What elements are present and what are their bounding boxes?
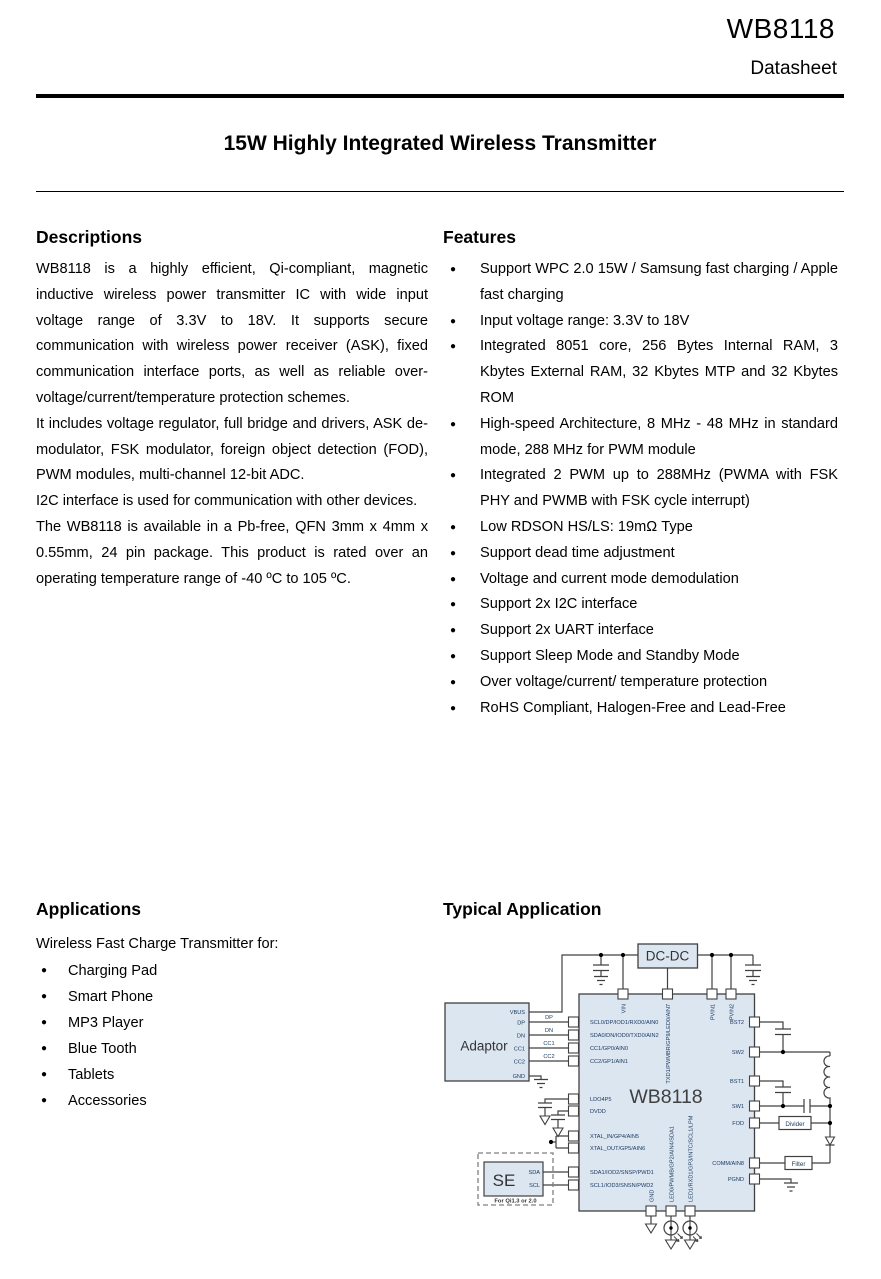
feature-item [443,515,838,541]
ic-pin-label: SDA0/DN/IOD0/TXD0/AIN2 [590,1033,659,1039]
filter-label: Filter [791,1161,806,1168]
adaptor-label: Adaptor [460,1038,508,1054]
application-text: Blue Tooth [68,1040,137,1057]
coil-inductor [824,1056,830,1106]
ic-pin-label: GND [649,1189,656,1202]
feature-text: Support dead time adjustment [480,544,675,561]
wire-label: CC1 [543,1041,555,1047]
feature-text: Support WPC 2.0 15W / Samsung fast charging / Apple fast charging [480,261,838,303]
application-text: Tablets [68,1066,115,1083]
feature-text: Support 2x UART interface [480,622,654,639]
feature-item [443,412,838,464]
ic-pin-label: PVIN1 [710,1004,717,1021]
ic-pin-label: XTAL_IN/GP4/AIN5 [590,1134,640,1140]
ic-pin-label: LED0/PWMB/GP2/AIN4/SDA1 [669,1126,676,1202]
application-text: Accessories [68,1092,147,1109]
dcdc-label: DC-DC [645,948,690,964]
feature-item [443,463,838,515]
bullet-icon: ● [41,964,48,976]
ic-pin-label: PVIN2 [729,1004,736,1021]
ic-pin-label: LED1/RXD1/GP3/INTC/SCL1/LPM [688,1115,695,1202]
se-label: SE [492,1171,516,1190]
feature-item [443,567,838,593]
adaptor-pin-label: CC1 [513,1046,525,1053]
bullet-icon: ● [450,264,457,275]
bullet-icon: ● [450,521,457,533]
ic-pin-label: CC2/GP1/AIN1 [590,1059,628,1065]
bullet-icon: ● [450,470,457,482]
application-text: Charging Pad [68,962,158,979]
description-paragraph: WB8118 is a highly efficient, Qi-compliant, magnetic inductive wireless power transmitter IC with wide input voltage range of 3.3V to 18V. It supports secure communication with wireless power receiver (ASK), fixed communication interface ports, as well as reliable over-voltage/current/temperature protection schemes. [36,261,428,406]
page-title: 15W Highly Integrated Wireless Transmitter [223,132,657,155]
ic-pin-label: SW2 [731,1050,744,1056]
title-rule [36,191,844,192]
ic-label: WB8118 [629,1086,703,1108]
application-item [36,1088,428,1114]
feature-item [443,670,838,696]
led-symbols [664,1221,697,1235]
typical-application-section [443,899,743,929]
applications-intro: Wireless Fast Charge Transmitter for: [36,936,279,952]
ic-pin-label: SCL1/IOD3/SNSN/PWD2 [590,1183,654,1189]
bullet-icon: ● [450,547,457,559]
se-pin-label: SCL [529,1183,540,1189]
feature-item [443,592,838,618]
feature-text: Support 2x I2C interface [480,596,638,613]
application-item [36,1010,428,1036]
features-heading: Features [443,227,516,247]
bullet-icon: ● [450,315,457,327]
bullet-icon: ● [450,625,457,637]
typical-application-diagram [440,928,881,1279]
application-text: Smart Phone [68,988,154,1005]
feature-text: Support Sleep Mode and Standby Mode [480,647,740,664]
ic-pin-label: XTAL_OUT/GP5/AIN6 [590,1146,646,1152]
description-paragraph: The WB8118 is available in a Pb-free, QFN 3mm x 4mm x 0.55mm, 24 pin package. This product is rated over an operating temperature range of -40 ºC to 105 ºC. [36,518,428,587]
feature-item [443,541,838,567]
ic-pin-label: FOD [732,1121,744,1127]
product-name: WB8118 [726,13,835,44]
ic-pin-label: VIN [621,1004,628,1014]
bullet-icon: ● [450,341,457,353]
description-paragraph: I2C interface is used for communication with other devices. [36,493,418,510]
divider-label: Divider [785,1121,805,1128]
typical-application-heading: Typical Application [443,899,602,919]
feature-item [443,309,838,335]
applications-heading: Applications [36,899,142,919]
ic-pin-label: BST2 [730,1020,744,1026]
bullet-icon: ● [41,1068,48,1080]
wire-label: DN [544,1028,554,1034]
wire-label: DP [545,1015,553,1021]
ic-pin-label: SCL0/DP/IOD1/RXD0/AIN0 [590,1020,659,1026]
se-pin-label: SDA [528,1170,540,1176]
bullet-icon: ● [450,650,457,662]
bullet-icon: ● [41,1094,48,1106]
se-note: For Qi1.3 or 2.0 [494,1198,537,1205]
ic-pin-label: BST1 [730,1079,744,1085]
adaptor-pin-label: DP [517,1020,525,1027]
feature-text: High-speed Architecture, 8 MHz - 48 MHz in standard mode, 288 MHz for PWM module [480,415,838,458]
bullet-icon: ● [450,676,457,688]
feature-text: Integrated 2 PWM up to 288MHz (PWMA with FSK PHY and PWMB with FSK cycle interrupt) [480,467,838,510]
feature-text: Integrated 8051 core, 256 Bytes Internal RAM, 3 Kbytes External RAM, 32 Kbytes MTP and 32 Kbytes ROM [480,338,838,406]
application-item [36,1062,428,1088]
ic-pin-label: SDA1/IOD2/SNSP/PWD1 [590,1170,654,1176]
ic-pin-label: COMM/AIN8 [712,1161,744,1167]
ic-pin-label: TXD1/PWMBR/GP9/LED0/AIN7 [666,1004,672,1084]
bullet-icon: ● [41,1016,48,1028]
bullet-icon: ● [450,418,457,430]
ic-pin-label: PGND [727,1177,744,1183]
adaptor-pin-label: CC2 [513,1059,525,1066]
feature-item [443,696,838,722]
bullet-icon: ● [450,573,457,585]
bullet-icon: ● [41,1042,48,1054]
bullet-icon: ● [450,599,457,611]
feature-item [443,334,838,411]
feature-text: Voltage and current mode demodulation [480,570,739,587]
ic-pin-label: DVDD [590,1109,606,1115]
applications-section [36,899,428,1114]
application-item [36,1036,428,1062]
application-text: MP3 Player [68,1014,144,1031]
feature-item [443,618,838,644]
adaptor-pin-label: VBUS [509,1010,525,1016]
descriptions-section [36,227,428,592]
header-rule [36,94,844,98]
ic-pin-label: LDO4P5 [590,1097,612,1103]
wire-label: CC2 [543,1054,555,1060]
feature-text: Over voltage/current/ temperature protection [480,673,768,690]
feature-item [443,257,838,309]
features-section [443,227,838,721]
feature-text: Low RDSON HS/LS: 19mΩ Type [480,518,693,535]
application-item [36,984,428,1010]
ic-pin-label: CC1/GP0/AIN0 [590,1046,628,1052]
descriptions-heading: Descriptions [36,227,142,247]
bullet-icon: ● [41,990,48,1002]
adaptor-pin-label: GND [512,1074,525,1080]
diode [826,1137,835,1145]
feature-text: RoHS Compliant, Halogen-Free and Lead-Free [480,699,786,716]
description-paragraph: It includes voltage regulator, full bridge and drivers, ASK de-modulator, FSK modulator, foreign object detection (FOD), PWM modules, multi-channel 12-bit ADC. [36,415,428,484]
feature-text: Input voltage range: 3.3V to 18V [480,312,690,329]
adaptor-pin-label: DN [516,1033,525,1040]
application-item [36,958,428,984]
doc-type: Datasheet [750,58,837,79]
ic-pin-label: SW1 [731,1104,744,1110]
feature-item [443,644,838,670]
bullet-icon: ● [450,702,457,714]
